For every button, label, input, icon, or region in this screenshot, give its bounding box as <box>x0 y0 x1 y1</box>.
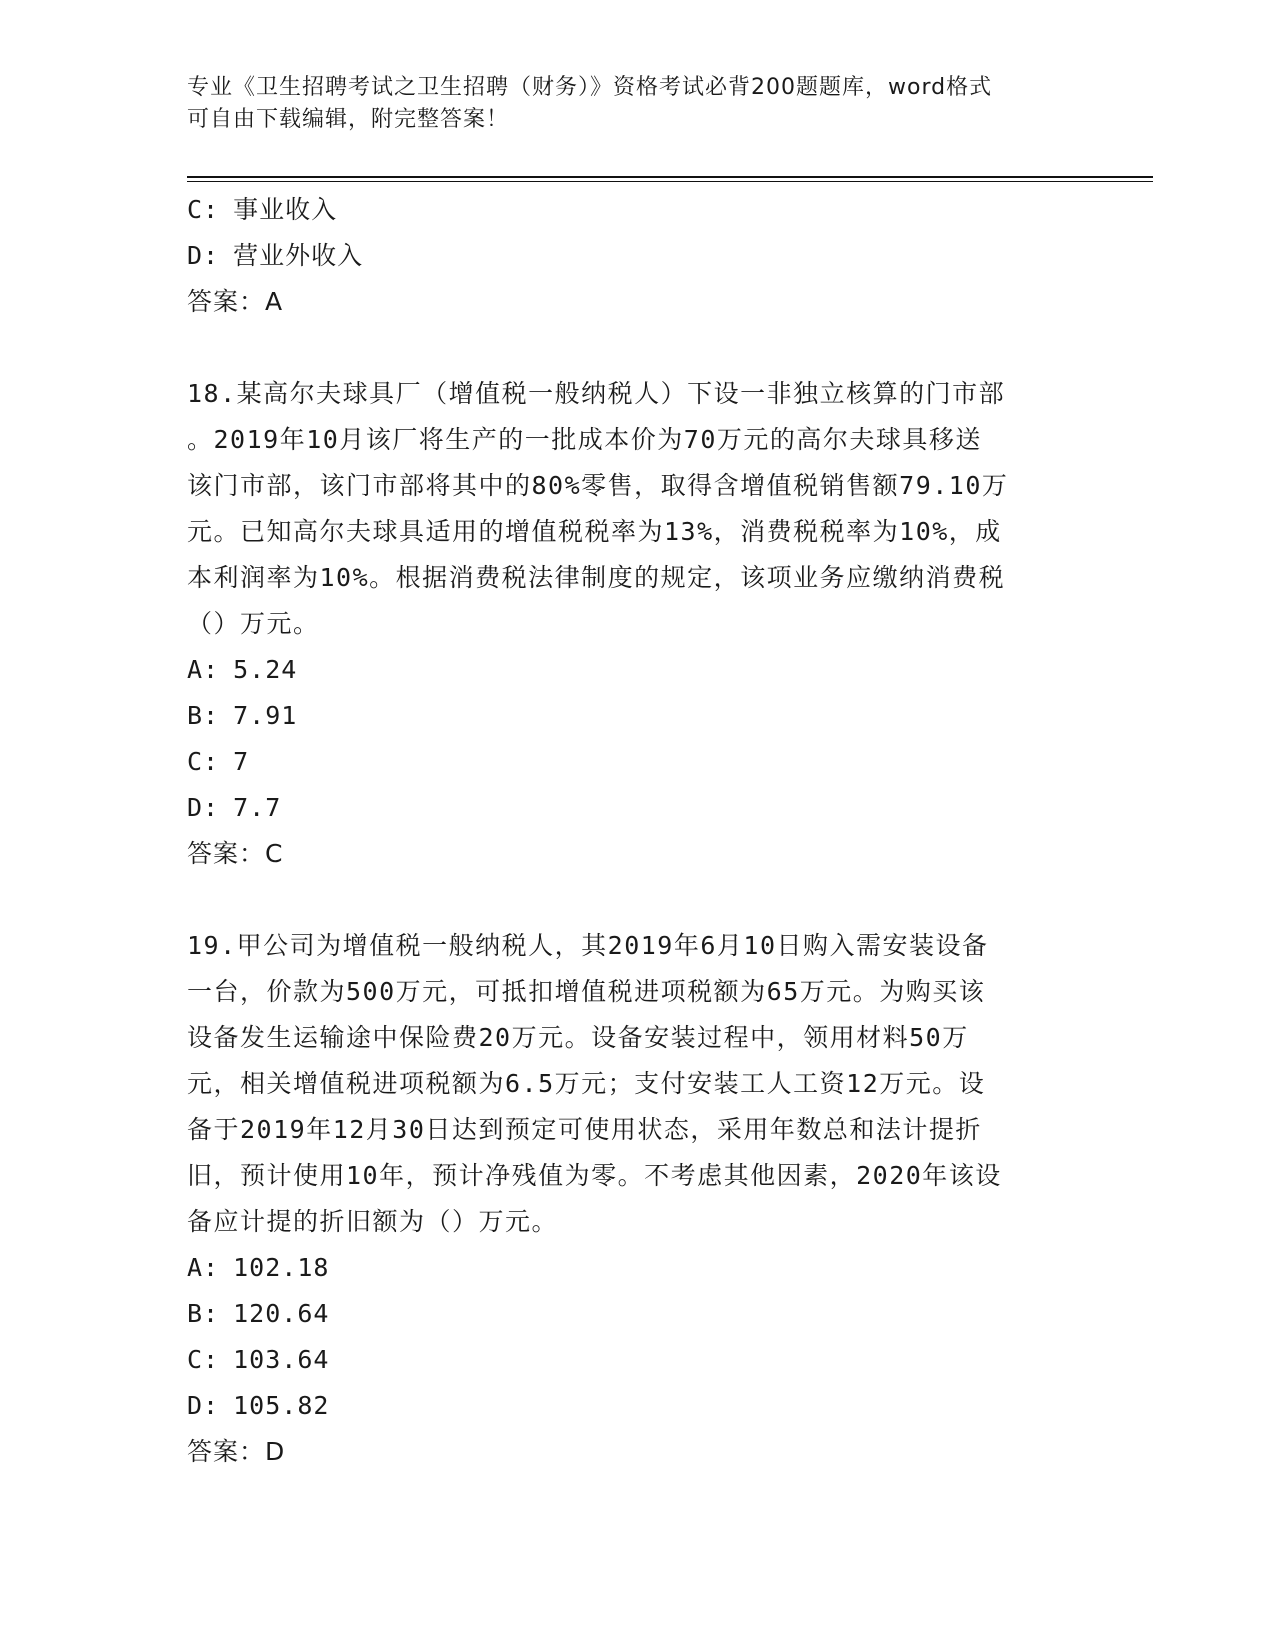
option-a <box>187 647 1087 693</box>
option-c <box>187 187 1087 233</box>
question-line: 18.某高尔夫球具厂（增值税一般纳税人）下设一非独立核算的门市部 <box>187 379 1006 408</box>
spacer <box>187 325 1087 371</box>
question-line: 本利润率为10%。根据消费税法律制度的规定，该项业务应缴纳消费税 <box>187 563 1006 592</box>
option-label: A: <box>187 655 220 684</box>
question-line: 19.甲公司为增值税一般纳税人，其2019年6月10日购入需安装设备 <box>187 931 989 960</box>
option-text: 事业收入 <box>233 195 338 224</box>
document-body <box>187 187 1087 1475</box>
option-label: C: <box>187 1345 220 1374</box>
answer-line: 答案：D <box>187 1437 286 1466</box>
option-c <box>187 739 1087 785</box>
question-19-block <box>187 923 1087 1475</box>
question-18-block <box>187 371 1087 877</box>
option-d <box>187 785 1087 831</box>
question-18-stem <box>187 371 1072 647</box>
question-line: 设备发生运输途中保险费20万元。设备安装过程中，领用材料50万 <box>187 1023 969 1052</box>
question-line: 。2019年10月该厂将生产的一批成本价为70万元的高尔夫球具移送 <box>187 425 982 454</box>
header-title-line-2: 可自由下载编辑，附完整答案！ <box>187 107 510 132</box>
option-label: C: <box>187 747 220 776</box>
option-c <box>187 1337 1087 1383</box>
option-label: D: <box>187 793 220 822</box>
header-title-line-1: 专业《卫生招聘考试之卫生招聘（财务）》资格考试必背200题题库，word格式 <box>187 75 993 100</box>
option-b <box>187 693 1087 739</box>
question-19-stem <box>187 923 1072 1245</box>
option-label: A: <box>187 1253 220 1282</box>
option-text: 102.18 <box>233 1253 330 1282</box>
spacer <box>187 877 1087 923</box>
question-line: 该门市部，该门市部将其中的80%零售，取得含增值税销售额79.10万 <box>187 471 1009 500</box>
option-label: D: <box>187 1391 220 1420</box>
option-text: 105.82 <box>233 1391 330 1420</box>
option-text: 103.64 <box>233 1345 330 1374</box>
option-d <box>187 1383 1087 1429</box>
option-text: 5.24 <box>233 655 298 684</box>
question-line: 一台，价款为500万元，可抵扣增值税进项税额为65万元。为购买该 <box>187 977 986 1006</box>
option-label: B: <box>187 701 220 730</box>
answer-line: 答案：A <box>187 287 284 316</box>
question-line: 备于2019年12月30日达到预定可使用状态，采用年数总和法计提折 <box>187 1115 982 1144</box>
question-line: （）万元。 <box>187 609 320 638</box>
question-line: 旧，预计使用10年，预计净残值为零。不考虑其他因素，2020年该设 <box>187 1161 1002 1190</box>
option-text: 7.91 <box>233 701 298 730</box>
header-rule-thick <box>187 176 1153 178</box>
option-d <box>187 233 1087 279</box>
option-label: B: <box>187 1299 220 1328</box>
header-rule-thin <box>187 181 1153 182</box>
option-a <box>187 1245 1087 1291</box>
option-label: C: <box>187 195 220 224</box>
option-text: 7 <box>233 747 250 776</box>
question-line: 元。已知高尔夫球具适用的增值税税率为13%，消费税税率为10%，成 <box>187 517 1002 546</box>
question-line: 备应计提的折旧额为（）万元。 <box>187 1207 559 1236</box>
document-header <box>187 72 1087 136</box>
option-text: 7.7 <box>233 793 282 822</box>
option-label: D: <box>187 241 220 270</box>
answer-line: 答案：C <box>187 839 284 868</box>
option-b <box>187 1291 1087 1337</box>
option-text: 120.64 <box>233 1299 330 1328</box>
option-text: 营业外收入 <box>233 241 364 270</box>
prev-question-block <box>187 187 1087 325</box>
question-line: 元，相关增值税进项税额为6.5万元；支付安装工人工资12万元。设 <box>187 1069 986 1098</box>
